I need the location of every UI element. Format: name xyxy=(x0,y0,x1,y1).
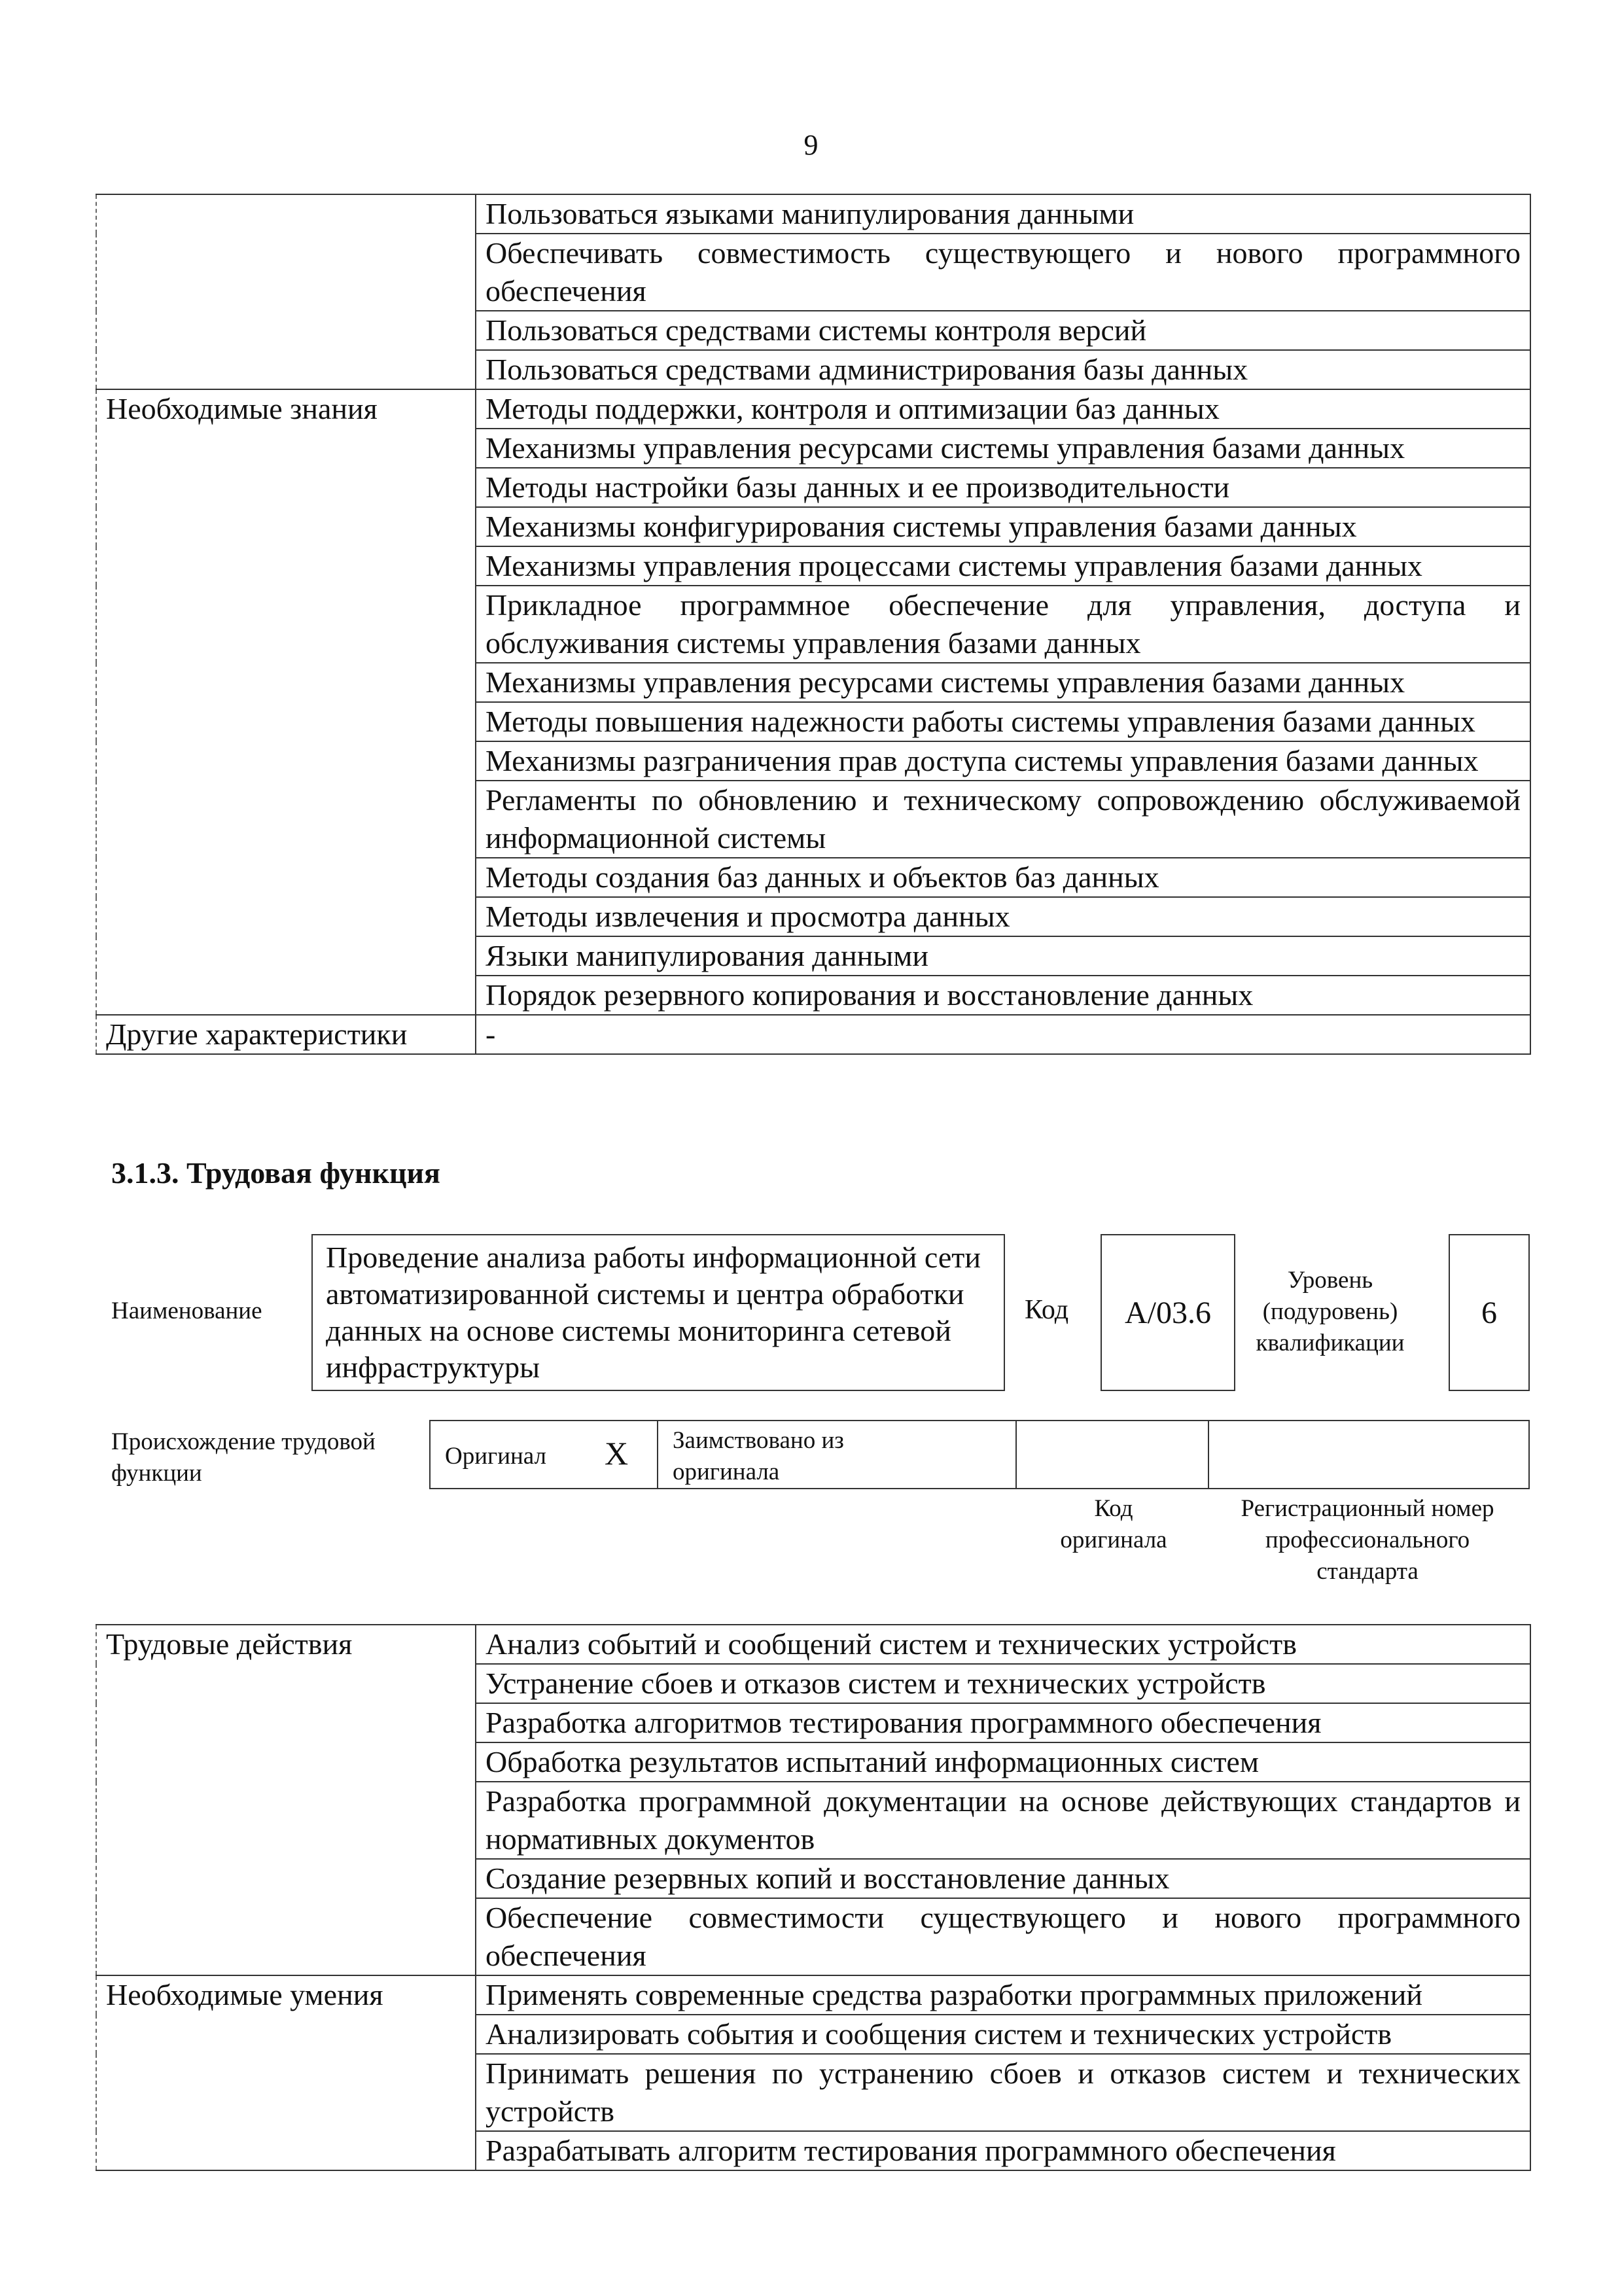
row-label xyxy=(96,234,476,311)
row-value: Обеспечение совместимости существующего и нового программного обеспечения xyxy=(476,1898,1530,1975)
row-value: Языки манипулирования данными xyxy=(476,936,1530,976)
row-label xyxy=(96,663,476,702)
table-row xyxy=(96,546,1530,586)
row-label xyxy=(96,586,476,663)
row-label xyxy=(96,897,476,936)
table-row xyxy=(96,1625,1530,1664)
table-row xyxy=(96,234,1530,311)
row-value: Методы извлечения и просмотра данных xyxy=(476,897,1530,936)
origin-box xyxy=(429,1420,1530,1489)
origin-divider xyxy=(1015,1420,1018,1489)
row-value: Методы создания баз данных и объектов баз данных xyxy=(476,858,1530,897)
section-title: 3.1.3. Трудовая функция xyxy=(111,1156,440,1190)
table-row xyxy=(96,586,1530,663)
row-value: Порядок резервного копирования и восстановление данных xyxy=(476,976,1530,1015)
code-caption: Код оригинала xyxy=(1060,1495,1167,1553)
reg-caption: Регистрационный номер профессионального стандарта xyxy=(1241,1495,1494,1585)
row-value: Разработка программной документации на основе действующих стандартов и нормативных документов xyxy=(476,1782,1530,1859)
row-label xyxy=(96,429,476,468)
table-row xyxy=(96,429,1530,468)
function-name: Проведение анализа работы информационной сети автоматизированной системы и центра обработки данных на основе системы мониторинга сетевой инфраструктуры xyxy=(326,1241,981,1384)
row-label xyxy=(96,976,476,1015)
row-value: Пользоваться средствами администрирования базы данных xyxy=(476,350,1530,389)
original-mark: X xyxy=(605,1435,629,1472)
code-box xyxy=(1101,1234,1235,1391)
actions-table xyxy=(96,1624,1531,2171)
row-value: Анализировать события и сообщения систем и технических устройств xyxy=(476,2015,1530,2054)
row-value: Механизмы разграничения прав доступа системы управления базами данных xyxy=(476,741,1530,781)
table-row xyxy=(96,2131,1530,2170)
row-value: Разработка алгоритмов тестирования программного обеспечения xyxy=(476,1703,1530,1742)
table-row xyxy=(96,1703,1530,1742)
row-value: Применять современные средства разработки программных приложений xyxy=(476,1975,1530,2015)
row-label xyxy=(96,2054,476,2131)
row-label xyxy=(96,1703,476,1742)
row-label: Трудовые действия xyxy=(96,1625,476,1664)
row-value: Прикладное программное обеспечение для управления, доступа и обслуживания системы управления базами данных xyxy=(476,586,1530,663)
row-label xyxy=(96,311,476,350)
table-row xyxy=(96,1975,1530,2015)
table-row xyxy=(96,507,1530,546)
row-value: Методы настройки базы данных и ее производительности xyxy=(476,468,1530,507)
row-value: Механизмы управления процессами системы управления базами данных xyxy=(476,546,1530,586)
table-row xyxy=(96,1782,1530,1859)
function-name-box xyxy=(311,1234,1005,1391)
row-value: Методы повышения надежности работы системы управления базами данных xyxy=(476,702,1530,741)
row-value: Методы поддержки, контроля и оптимизации баз данных xyxy=(476,389,1530,429)
level-label xyxy=(1242,1256,1419,1368)
level-value: 6 xyxy=(1481,1295,1497,1330)
row-label: Другие характеристики xyxy=(96,1015,476,1054)
row-label xyxy=(96,507,476,546)
row-value: Принимать решения по устранению сбоев и отказов систем и технических устройств xyxy=(476,2054,1530,2131)
table-row xyxy=(96,936,1530,976)
original-label: Оригинал xyxy=(445,1443,547,1470)
row-label xyxy=(96,702,476,741)
borrowed-label: Заимствовано из оригинала xyxy=(673,1427,844,1485)
row-label xyxy=(96,1742,476,1782)
row-value: Механизмы конфигурирования системы управления базами данных xyxy=(476,507,1530,546)
table-row xyxy=(96,781,1530,858)
name-label: Наименование xyxy=(111,1298,262,1324)
level-label-text: Уровень (подуровень) квалификации xyxy=(1256,1267,1405,1356)
table-row xyxy=(96,1664,1530,1703)
row-label xyxy=(96,468,476,507)
row-label xyxy=(96,781,476,858)
table-row xyxy=(96,858,1530,897)
row-label: Необходимые умения xyxy=(96,1975,476,2015)
table-row xyxy=(96,663,1530,702)
row-label xyxy=(96,1898,476,1975)
table-row xyxy=(96,194,1530,234)
table-row xyxy=(96,741,1530,781)
table-row xyxy=(96,1898,1530,1975)
table-row xyxy=(96,1015,1530,1054)
table-row xyxy=(96,1859,1530,1898)
row-value: - xyxy=(476,1015,1530,1054)
table-row xyxy=(96,897,1530,936)
level-box xyxy=(1449,1234,1530,1391)
row-label xyxy=(96,2015,476,2054)
row-label xyxy=(96,1859,476,1898)
row-value: Разрабатывать алгоритм тестирования программного обеспечения xyxy=(476,2131,1530,2170)
row-value: Механизмы управления ресурсами системы управления базами данных xyxy=(476,663,1530,702)
row-value: Обеспечивать совместимость существующего и нового программного обеспечения xyxy=(476,234,1530,311)
table-row xyxy=(96,468,1530,507)
table-row xyxy=(96,1742,1530,1782)
row-value: Обработка результатов испытаний информационных систем xyxy=(476,1742,1530,1782)
code-label: Код xyxy=(1025,1295,1069,1325)
row-value: Пользоваться языками манипулирования данными xyxy=(476,194,1530,234)
knowledge-table xyxy=(96,194,1531,1055)
row-label xyxy=(96,2131,476,2170)
origin-divider xyxy=(657,1420,660,1489)
table-row xyxy=(96,976,1530,1015)
row-value: Анализ событий и сообщений систем и технических устройств xyxy=(476,1625,1530,1664)
table-row xyxy=(96,702,1530,741)
row-value: Регламенты по обновлению и техническому сопровождению обслуживаемой информационной системы xyxy=(476,781,1530,858)
row-label xyxy=(96,741,476,781)
table-row xyxy=(96,2054,1530,2131)
row-label xyxy=(96,1782,476,1859)
row-value: Устранение сбоев и отказов систем и технических устройств xyxy=(476,1664,1530,1703)
row-value: Механизмы управления ресурсами системы управления базами данных xyxy=(476,429,1530,468)
row-label xyxy=(96,350,476,389)
row-label xyxy=(96,936,476,976)
table-row xyxy=(96,350,1530,389)
row-value: Пользоваться средствами системы контроля версий xyxy=(476,311,1530,350)
table-row xyxy=(96,311,1530,350)
row-label xyxy=(96,194,476,234)
table-row xyxy=(96,389,1530,429)
origin-label: Происхождение трудовой функции xyxy=(111,1428,376,1487)
row-label xyxy=(96,858,476,897)
row-label xyxy=(96,1664,476,1703)
row-label: Необходимые знания xyxy=(96,389,476,429)
row-label xyxy=(96,546,476,586)
page-number: 9 xyxy=(803,129,819,161)
row-value: Создание резервных копий и восстановление данных xyxy=(476,1859,1530,1898)
table-row xyxy=(96,2015,1530,2054)
code-value: A/03.6 xyxy=(1125,1295,1211,1330)
origin-divider xyxy=(1208,1420,1210,1489)
